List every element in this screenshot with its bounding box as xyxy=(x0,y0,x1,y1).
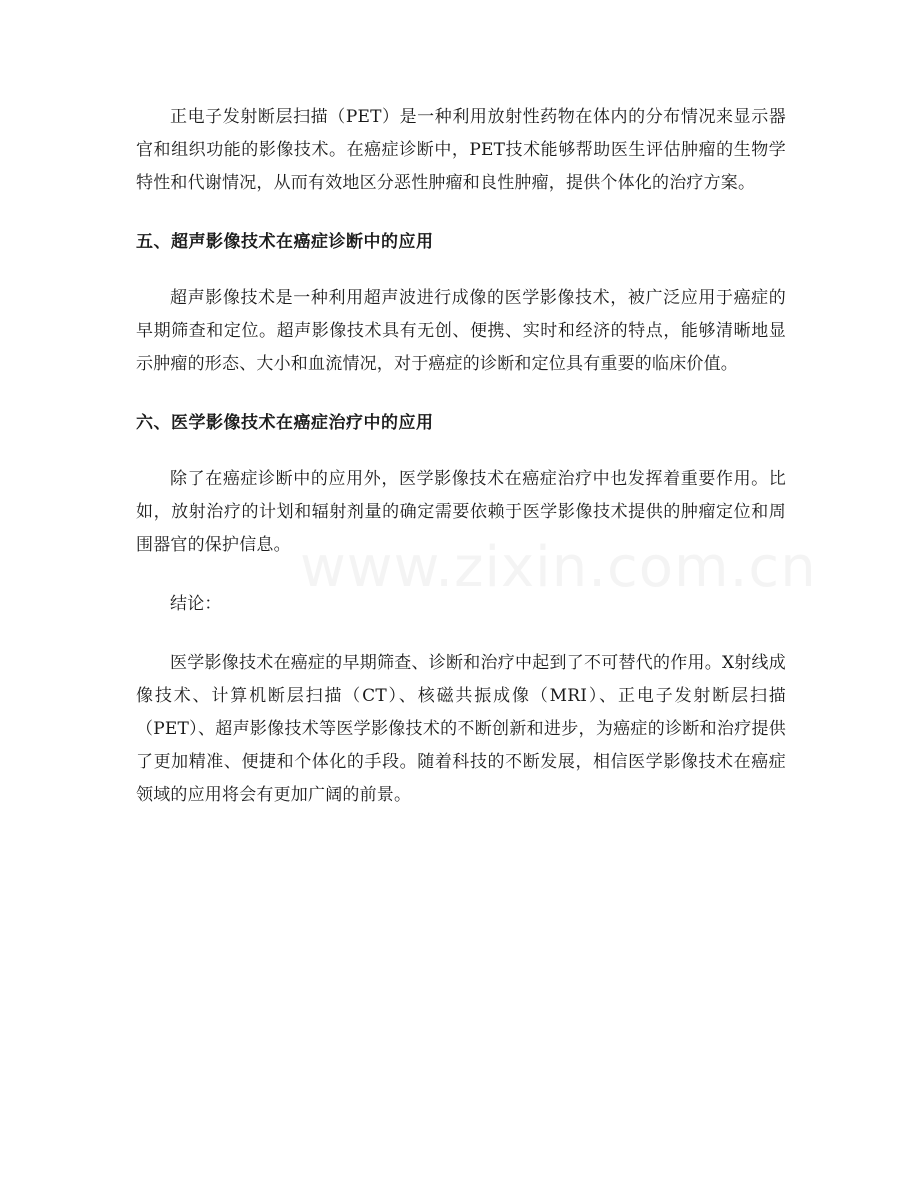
paragraph-conclusion: 医学影像技术在癌症的早期筛查、诊断和治疗中起到了不可替代的作用。X射线成像技术、计算机断层扫描（CT）、核磁共振成像（MRI）、正电子发射断层扫描（PET）、超声影像技术等医学影像技术的不断创新和进步，为癌症的诊断和治疗提供了更加精准、便捷和个体化的手段。随着科技的不断发展，相信医学影像技术在癌症领域的应用将会有更加广阔的前景。 xyxy=(136,653,786,805)
paragraph-pet: 正电子发射断层扫描（PET）是一种利用放射性药物在体内的分布情况来显示器官和组织功能的影像技术。在癌症诊断中，PET技术能够帮助医生评估肿瘤的生物学特性和代谢情况，从而有效地区分恶性肿瘤和良性肿瘤，提供个体化的治疗方案。 xyxy=(136,107,786,193)
paragraph-treatment: 除了在癌症诊断中的应用外，医学影像技术在癌症治疗中也发挥着重要作用。比如，放射治疗的计划和辐射剂量的确定需要依赖于医学影像技术提供的肿瘤定位和周围器官的保护信息。 xyxy=(136,469,786,555)
watermark: www.zixin.com.cn xyxy=(300,535,817,600)
document-body xyxy=(136,101,817,812)
section-heading-treatment: 六、医学影像技术在癌症治疗中的应用 xyxy=(136,413,434,433)
paragraph-ultrasound: 超声影像技术是一种利用超声波进行成像的医学影像技术，被广泛应用于癌症的早期筛查和定位。超声影像技术具有无创、便携、实时和经济的特点，能够清晰地显示肿瘤的形态、大小和血流情况，对于癌症的诊断和定位具有重要的临床价值。 xyxy=(136,288,786,374)
conclusion-label: 结论： xyxy=(170,594,222,614)
section-heading-ultrasound: 五、超声影像技术在癌症诊断中的应用 xyxy=(136,232,434,252)
